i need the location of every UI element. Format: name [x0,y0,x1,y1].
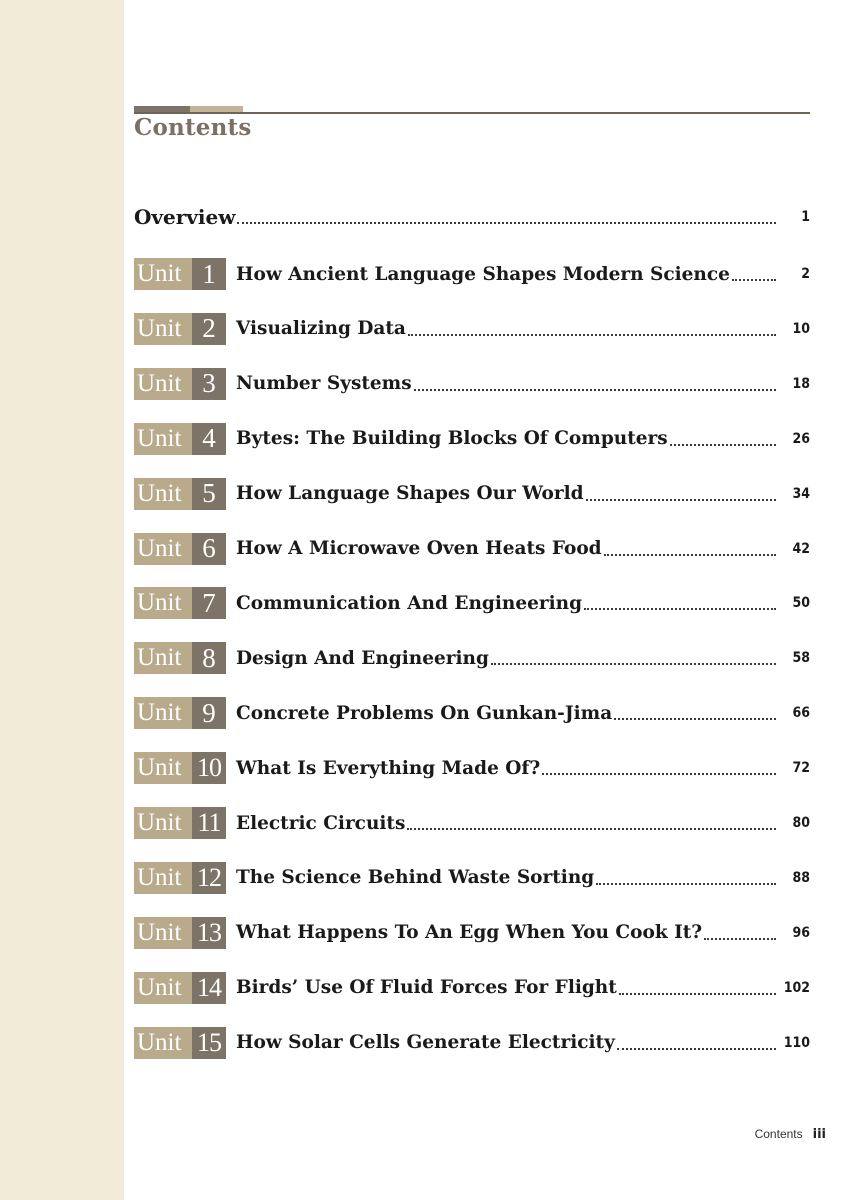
unit-badge-label: Unit [134,587,192,619]
unit-badge-label: Unit [134,478,192,510]
toc-entry-unit-11[interactable] [134,806,810,840]
toc-entry-unit-12[interactable] [134,861,810,895]
unit-badge [134,533,226,565]
unit-badge-number: 14 [192,972,226,1004]
toc-entry-unit-5[interactable] [134,477,810,511]
toc-entry-unit-8[interactable] [134,641,810,675]
unit-badge-label: Unit [134,642,192,674]
unit-badge-number: 15 [192,1027,226,1059]
toc-entry-unit-2[interactable] [134,312,810,346]
unit-badge [134,807,226,839]
dot-leader [732,279,776,281]
unit-badge-number: 7 [192,587,226,619]
unit-title: How Language Shapes Our World [236,483,584,505]
unit-badge [134,972,226,1004]
unit-badge-label: Unit [134,862,192,894]
unit-badge-number: 9 [192,697,226,729]
unit-page-number: 96 [792,924,810,941]
unit-page-number: 34 [792,485,810,502]
unit-title: The Science Behind Waste Sorting [236,867,595,889]
unit-badge [134,313,226,345]
unit-page-number: 72 [792,760,810,777]
unit-page-number: 102 [783,979,810,996]
unit-badge [134,368,226,400]
unit-page-number: 18 [792,375,810,392]
toc-entry-unit-1[interactable] [134,257,810,291]
unit-page-number: 2 [801,266,810,282]
unit-badge [134,258,226,290]
overview-page-number: 1 [801,209,810,225]
unit-page-number: 66 [792,705,810,722]
unit-badge-number: 1 [192,258,226,290]
unit-badge [134,642,226,674]
overview-title: Overview [134,205,236,229]
dot-leader [619,993,776,995]
unit-badge-label: Unit [134,423,192,455]
dot-leader [596,883,776,885]
unit-badge [134,697,226,729]
unit-title: How A Microwave Oven Heats Food [236,538,602,559]
dot-leader [237,222,776,224]
unit-badge-label: Unit [134,972,192,1004]
unit-badge [134,478,226,510]
unit-badge [134,862,226,894]
unit-badge-number: 2 [192,313,226,345]
unit-badge-label: Unit [134,807,192,839]
dot-leader [491,663,776,665]
toc-entry-unit-7[interactable] [134,586,810,620]
unit-page-number: 110 [783,1034,810,1051]
unit-badge [134,1027,226,1059]
unit-page-number: 88 [792,869,810,886]
toc-entry-unit-4[interactable] [134,422,810,456]
unit-title: Birds’ Use Of Fluid Forces For Flight [236,977,617,999]
unit-title: Concrete Problems On Gunkan-Jima [236,702,613,724]
unit-badge-number: 13 [192,917,226,949]
unit-badge-number: 5 [192,478,226,510]
unit-title: Visualizing Data [236,318,406,340]
unit-badge [134,752,226,784]
unit-title: How Solar Cells Generate Electricity [236,1032,615,1054]
toc-entry-unit-13[interactable] [134,916,810,950]
unit-badge-label: Unit [134,258,192,290]
dot-leader [604,554,776,556]
page-title: Contents [134,114,252,141]
unit-badge [134,917,226,949]
unit-badge-number: 8 [192,642,226,674]
footer-page-number: iii [812,1127,826,1142]
unit-page-number: 42 [792,540,810,557]
toc-entry-unit-6[interactable] [134,532,810,566]
unit-page-number: 50 [792,595,810,612]
toc-entry-overview[interactable] [134,200,810,234]
dot-leader [407,828,776,830]
dot-leader [542,773,776,775]
toc-entry-unit-14[interactable] [134,971,810,1005]
dot-leader [408,334,776,336]
toc-entry-unit-15[interactable] [134,1026,810,1060]
dot-leader [704,938,776,940]
unit-badge-label: Unit [134,697,192,729]
unit-title: Electric Circuits [236,812,406,834]
dot-leader [614,718,776,720]
unit-page-number: 26 [792,430,810,447]
unit-badge-label: Unit [134,368,192,400]
toc-entry-unit-10[interactable] [134,751,810,785]
unit-page-number: 80 [792,815,810,831]
unit-badge-label: Unit [134,533,192,565]
unit-badge-label: Unit [134,917,192,949]
unit-badge-number: 10 [192,752,226,784]
unit-title: Communication And Engineering [236,592,583,614]
unit-badge-label: Unit [134,752,192,784]
dot-leader [414,389,776,391]
unit-title: Number Systems [236,373,412,395]
footer-label: Contents [754,1127,803,1141]
unit-badge-number: 12 [192,862,226,894]
toc-entry-unit-3[interactable] [134,367,810,401]
toc-entry-unit-9[interactable] [134,696,810,730]
unit-badge-label: Unit [134,313,192,345]
unit-badge-number: 6 [192,533,226,565]
page-footer [755,1127,826,1142]
unit-page-number: 58 [792,650,810,667]
unit-title: Bytes: The Building Blocks Of Computers [236,428,668,450]
dot-leader [586,499,776,501]
unit-title: What Is Everything Made Of? [236,757,541,779]
unit-badge [134,423,226,455]
unit-badge-label: Unit [134,1027,192,1059]
side-band [0,0,124,1200]
unit-badge-number: 4 [192,423,226,455]
dot-leader [584,608,776,610]
unit-badge-number: 11 [192,807,226,839]
unit-badge [134,587,226,619]
unit-title: How Ancient Language Shapes Modern Science [236,263,730,285]
dot-leader [617,1048,776,1050]
unit-title: Design And Engineering [236,647,489,669]
unit-badge-number: 3 [192,368,226,400]
dot-leader [670,444,776,446]
unit-page-number: 10 [792,320,810,337]
unit-title: What Happens To An Egg When You Cook It? [236,922,703,944]
